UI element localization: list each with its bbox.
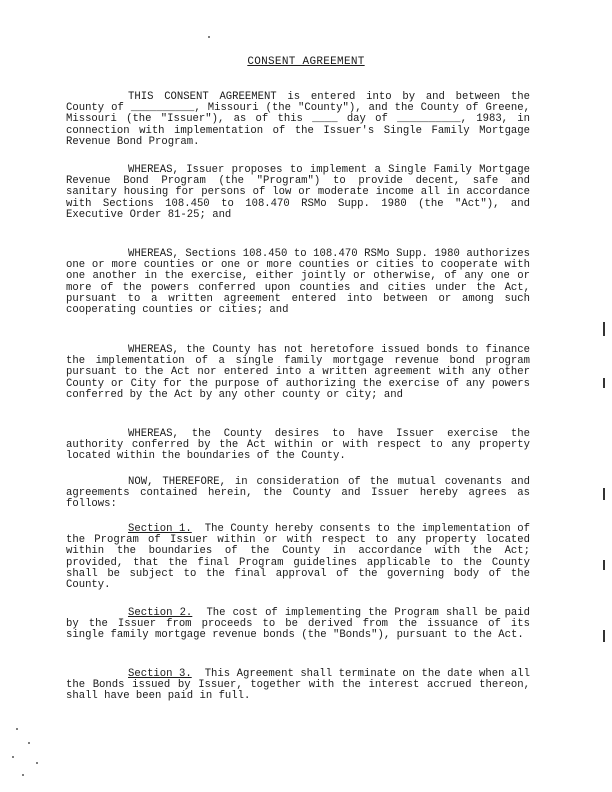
scan-margin-mark [603, 630, 605, 642]
paragraph-text: The cost of implementing the Program shall be paid by the Issuer from proceeds to be derived from the issuance of its single family mortgage revenue bonds (the "Bonds"), pursuant to the Act. [66, 607, 530, 642]
section-1-heading: Section 1. [128, 523, 192, 535]
scan-margin-mark [603, 488, 605, 500]
whereas-paragraph-4 [66, 429, 530, 463]
scan-speck [28, 742, 30, 744]
scan-margin-mark [603, 322, 605, 336]
whereas-paragraph-2 [66, 249, 530, 316]
paragraph-text: NOW, THEREFORE, in consideration of the mutual covenants and agreements contained herein, the County and Issuer hereby agrees as follows: [66, 476, 530, 511]
paragraph-text: WHEREAS, Issuer proposes to implement a Single Family Mortgage Revenue Bond Program (the "Program") to provide decent, safe and sanitary housing for persons of low or moderate income all in accordance with Sections 108.450 to 108.470 RSMo Supp. 1980 (the "Act"), and Executive Order 81-25; and [66, 164, 530, 221]
paragraph-text: The County hereby consents to the implementation of the Program of Issuer within or with respect to any property located within the boundaries of the County in accordance with the Act; provided, that the final Program guidelines applicable to the County shall be subject to the final approval of the governing body of the County. [66, 523, 530, 592]
section-3-paragraph [66, 669, 530, 703]
section-2-paragraph [66, 608, 530, 642]
whereas-paragraph-3 [66, 345, 530, 401]
scan-speck [16, 728, 18, 730]
scan-speck [208, 36, 210, 38]
paragraph-text: WHEREAS, the County has not heretofore issued bonds to finance the implementation of a single family mortgage revenue bond program pursuant to the Act nor entered into a written agreement with any other County or City for the purpose of authorizing the exercise of any powers conferred by the Act by any other county or city; and [66, 344, 530, 401]
section-1-paragraph [66, 524, 530, 591]
recital-paragraph-intro [66, 92, 530, 148]
scan-speck [12, 756, 14, 758]
paragraph-text: This Agreement shall terminate on the date when all the Bonds issued by Issuer, together with the interest accrued thereon, shall have been paid in full. [66, 668, 530, 703]
scan-speck [36, 762, 38, 764]
paragraph-text: WHEREAS, Sections 108.450 to 108.470 RSMo Supp. 1980 authorizes one or more counties or one or more counties or cities to cooperate with one another in the exercise, either jointly or otherwise, of any one or more of the powers conferred upon counties and cities under the Act, pursuant to a written agreement entered into between or among such cooperating counties or cities; and [66, 248, 530, 317]
scan-speck [22, 774, 24, 776]
paragraph-text: WHEREAS, the County desires to have Issuer exercise the authority conferred by the Act within or with respect to any property located within the boundaries of the County. [66, 428, 530, 463]
scan-margin-mark [603, 560, 605, 570]
section-2-heading: Section 2. [128, 607, 193, 619]
section-3-heading: Section 3. [128, 668, 192, 680]
paragraph-text: THIS CONSENT AGREEMENT is entered into by and between the County of __________, Missouri (the "County"), and the County of Greene, Missouri (the "Issuer"), as of this ____ day of __________, 1983, in connection with implementation of the Issuer's Single Family Mortgage Revenue Bond Program. [66, 91, 530, 148]
scan-margin-mark [603, 378, 605, 388]
now-therefore-paragraph [66, 477, 530, 511]
document-title: CONSENT AGREEMENT [247, 56, 365, 68]
whereas-paragraph-1 [66, 165, 530, 221]
